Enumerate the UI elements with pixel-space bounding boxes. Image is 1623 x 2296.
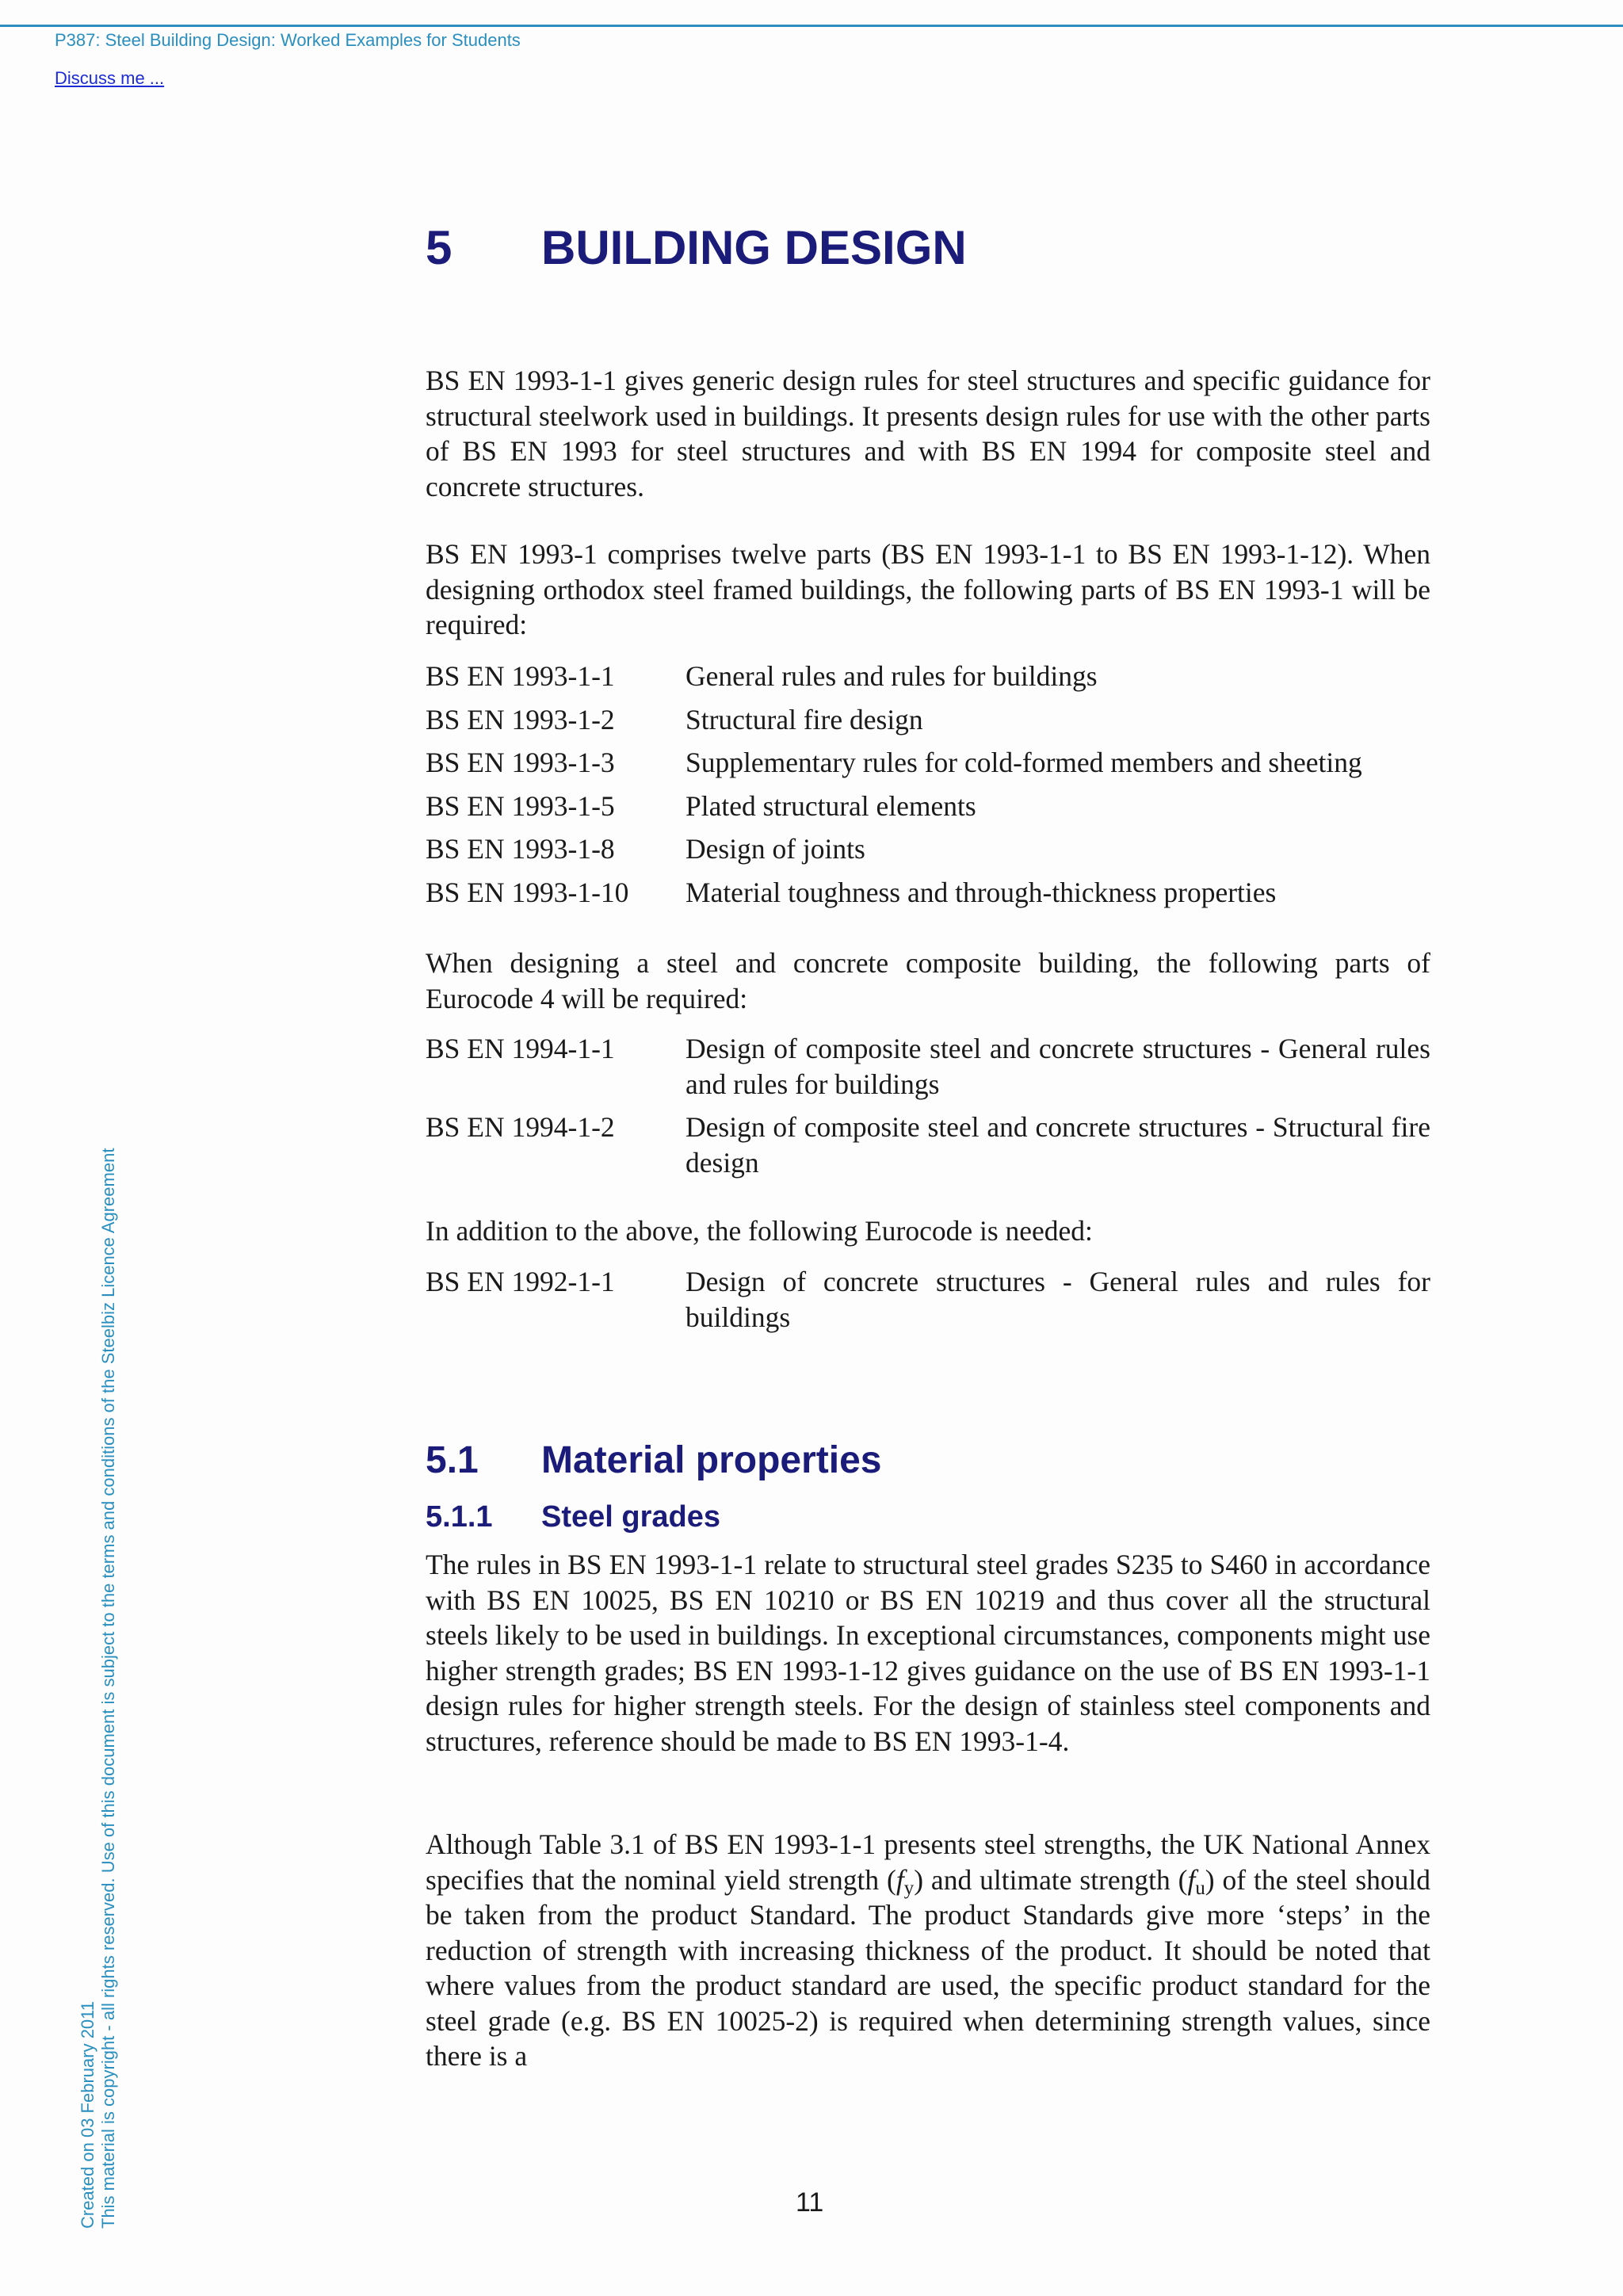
eurocode2-parts-list — [426, 1264, 1430, 1335]
subsection-heading — [426, 1438, 881, 1482]
part-description: Design of composite steel and concrete structures - Structural fire design — [685, 1111, 1430, 1179]
subsection-number: 5.1 — [426, 1439, 479, 1481]
subsection-title: Material properties — [541, 1439, 882, 1481]
part-description: Supplementary rules for cold-formed members and sheeting — [685, 747, 1362, 778]
addition-paragraph: In addition to the above, the following Eurocode is needed: — [426, 1215, 1093, 1247]
strength-text-b: ) and ultimate strength ( — [914, 1863, 1188, 1896]
fu-symbol: f — [1187, 1863, 1196, 1896]
strength-text-c: ) of the steel should be taken from the product Standard. The product Standards give more ‘steps’ in the reduction of strength with increasing thickness of the product. It should be noted that where values from the product standard are used, the specific product standard for the steel grade (e.g. BS EN 10025-2) is required when determining strength values, since there is a — [426, 1863, 1430, 2072]
steel-strength-paragraph — [426, 1827, 1430, 2074]
part-description: Design of composite steel and concrete structures - General rules and rules for buildings — [685, 1033, 1430, 1100]
part-description: Material toughness and through-thickness properties — [685, 876, 1277, 908]
list-item — [426, 1110, 1430, 1180]
list-item — [426, 789, 1430, 824]
section-title: BUILDING DESIGN — [541, 221, 967, 274]
header-rule — [0, 25, 1623, 27]
part-code: BS EN 1992-1-1 — [426, 1266, 615, 1297]
list-item — [426, 1264, 1430, 1335]
intro-paragraph: BS EN 1993-1-1 gives generic design rules for steel structures and specific guidance for structural steelwork used in buildings. It presents design rules for use with the other parts of BS EN 1993 for steel structures and with BS EN 1994 for composite steel and concrete structures. — [426, 365, 1430, 502]
part-code: BS EN 1994-1-1 — [426, 1033, 615, 1064]
part-code: BS EN 1993-1-5 — [426, 789, 615, 822]
document-header-title: P387: Steel Building Design: Worked Examples for Students — [55, 30, 521, 50]
part-code: BS EN 1993-1-2 — [426, 703, 615, 735]
composite-intro-paragraph: When designing a steel and concrete composite building, the following parts of Eurocode 4 will be required: — [426, 947, 1430, 1014]
part-description: Structural fire design — [685, 703, 923, 735]
list-item — [426, 875, 1430, 911]
part-code: BS EN 1993-1-10 — [426, 876, 629, 908]
part-code: BS EN 1993-1-8 — [426, 833, 615, 865]
strength-text-a: Although Table 3.1 of BS EN 1993-1-1 presents steel strengths, the UK National Annex specifies that the nominal yield strength ( — [426, 1828, 1430, 1896]
fu-subscript: u — [1195, 1877, 1205, 1899]
page-number: 11 — [796, 2187, 824, 2218]
part-code: BS EN 1993-1-1 — [426, 660, 615, 692]
eurocode4-parts-list — [426, 1031, 1430, 1180]
list-item — [426, 1031, 1430, 1102]
discuss-link[interactable]: Discuss me ... — [55, 68, 165, 88]
list-item — [426, 702, 1430, 738]
list-item — [426, 659, 1430, 694]
part-description: Design of joints — [685, 833, 865, 865]
subsubsection-heading — [426, 1500, 720, 1534]
steel-grades-paragraph: The rules in BS EN 1993-1-1 relate to structural steel grades S235 to S460 in accordance with BS EN 10025, BS EN 10210 or BS EN 10219 and thus cover all the structural steels likely to be used in buildings. In exceptional circumstances, components might use higher strength grades; BS EN 1993-1-12 gives guidance on the use of BS EN 1993-1-1 design rules for higher strength steels. For the design of stainless steel components and structures, reference should be made to BS EN 1993-1-4. — [426, 1549, 1430, 1757]
part-code: BS EN 1994-1-2 — [426, 1111, 615, 1143]
side-note-created: Created on 03 February 2011 — [78, 2001, 97, 2229]
eurocode3-parts-list — [426, 659, 1430, 910]
section-number: 5 — [426, 221, 453, 274]
parts-intro-paragraph: BS EN 1993-1 comprises twelve parts (BS EN 1993-1-1 to BS EN 1993-1-12). When designing orthodox steel framed buildings, the following parts of BS EN 1993-1 will be required: — [426, 538, 1430, 640]
side-note-copyright: This material is copyright - all rights reserved. Use of this document is subject to the terms and conditions of the Steelbiz Licence Agreement — [98, 1148, 118, 2229]
part-code: BS EN 1993-1-3 — [426, 747, 615, 778]
part-description: Design of concrete structures - General rules and rules for buildings — [685, 1266, 1430, 1333]
section-heading — [426, 220, 967, 275]
copyright-side-note — [78, 1148, 119, 2229]
list-item — [426, 831, 1430, 867]
list-item — [426, 745, 1430, 781]
part-description: General rules and rules for buildings — [685, 660, 1098, 692]
subsubsection-title: Steel grades — [541, 1500, 720, 1534]
subsubsection-number: 5.1.1 — [426, 1500, 493, 1534]
fy-subscript: y — [903, 1877, 915, 1899]
part-description: Plated structural elements — [685, 789, 976, 822]
fy-symbol: f — [896, 1863, 904, 1896]
